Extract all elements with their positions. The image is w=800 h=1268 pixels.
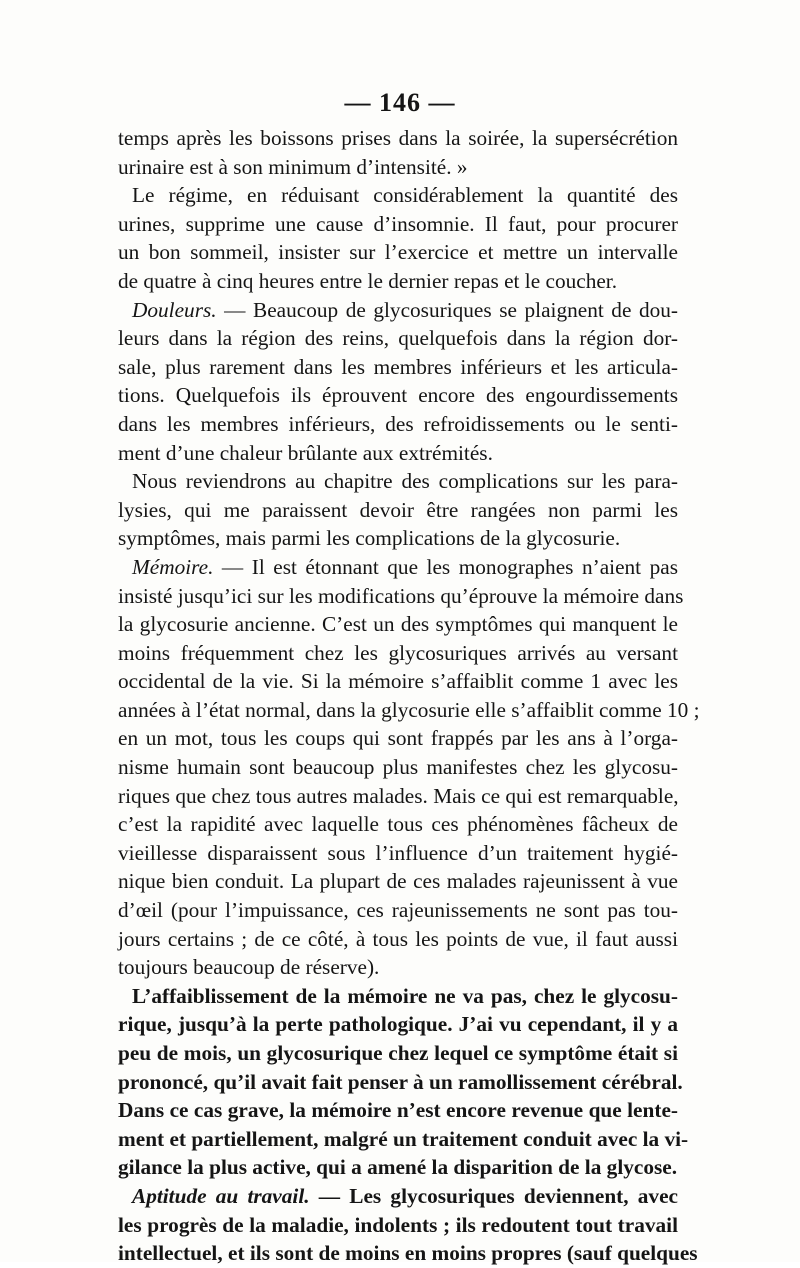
- line-text: ment d’une chaleur brûlante aux extrémités.: [118, 440, 493, 465]
- line-text: intellectuel, et ils sont de moins en moins propres (sauf quelques: [118, 1241, 698, 1266]
- text-line: [118, 238, 678, 267]
- line-text: les progrès de la maladie, indolents ; ils redoutent tout travail: [118, 1212, 678, 1237]
- text-line: [118, 753, 678, 782]
- line-text: leurs dans la région des reins, quelquefois dans la région dor-: [118, 326, 678, 351]
- text-line: [118, 1125, 689, 1154]
- line-text: Dans ce cas grave, la mémoire n’est encore revenue que lente-: [118, 1098, 678, 1123]
- text-line: [118, 353, 678, 382]
- text-line: [118, 381, 678, 410]
- text-line: [118, 410, 678, 439]
- line-text: gilance la plus active, qui a amené la disparition de la glycose.: [118, 1155, 678, 1180]
- line-text: L’affaiblissement de la mémoire ne va pas, chez le glycosu-: [132, 983, 678, 1008]
- text-line: [118, 1010, 678, 1039]
- line-text: — Beaucoup de glycosuriques se plaignent de dou-: [216, 297, 678, 322]
- text-line: [118, 810, 678, 839]
- text-line: [118, 667, 678, 696]
- text-line: [118, 867, 678, 896]
- text-line: [118, 982, 678, 1011]
- text-line: [118, 839, 678, 868]
- line-text: urinaire est à son minimum d’intensité. »: [118, 154, 468, 179]
- text-line: [118, 582, 684, 611]
- text-line: [118, 1211, 678, 1240]
- line-text: — Il est étonnant que les monographes n’aient pas: [213, 554, 678, 579]
- text-line: [118, 524, 678, 553]
- line-text: c’est la rapidité avec laquelle tous ces phénomènes fâcheux de: [118, 812, 678, 837]
- line-text: dans les membres inférieurs, des refroidissements ou le senti-: [118, 411, 678, 436]
- line-text: de quatre à cinq heures entre le dernier repas et le coucher.: [118, 268, 618, 293]
- line-text: temps après les boissons prises dans la soirée, la supersécrétion: [118, 126, 678, 150]
- line-text: en un mot, tous les coups qui sont frappés par les ans à l’orga-: [118, 726, 678, 751]
- text-line: [118, 1039, 678, 1068]
- section-heading: Aptitude au travail.: [132, 1183, 310, 1208]
- text-line: [118, 439, 678, 468]
- text-line: [118, 467, 678, 496]
- text-line: [118, 782, 678, 811]
- line-text: urines, supprime une cause d’insomnie. Il faut, pour procurer: [118, 211, 678, 236]
- text-line: [118, 610, 678, 639]
- section-heading: Douleurs.: [132, 297, 217, 322]
- line-text: d’œil (pour l’impuissance, ces rajeunissements ne sont pas tou-: [118, 898, 678, 923]
- line-text: peu de mois, un glycosurique chez lequel ce symptôme était si: [118, 1041, 678, 1065]
- text-line: [118, 1239, 698, 1268]
- line-text: sale, plus rarement dans les membres inférieurs et les articula-: [118, 354, 678, 379]
- section-heading: Mémoire.: [132, 554, 214, 579]
- line-text: insisté jusqu’ici sur les modifications qu’éprouve la mémoire dans: [118, 583, 684, 608]
- text-line: [118, 496, 678, 525]
- line-text: ment et partiellement, malgré un traitement conduit avec la vi-: [118, 1126, 689, 1151]
- line-text: la glycosurie ancienne. C’est un des symptômes qui manquent le: [118, 612, 678, 637]
- text-line: [118, 553, 678, 582]
- text-line: [118, 1153, 678, 1182]
- line-text: nisme humain sont beaucoup plus manifestes chez les glycosu-: [118, 755, 678, 780]
- text-line: [118, 267, 678, 296]
- line-text: riques que chez tous autres malades. Mais ce qui est remarquable,: [118, 783, 679, 808]
- text-line: [118, 1096, 678, 1125]
- line-text: rique, jusqu’à la perte pathologique. J’ai vu cependant, il y a: [118, 1012, 678, 1037]
- text-line: [118, 296, 678, 325]
- line-text: Nous reviendrons au chapitre des complications sur les para-: [132, 469, 678, 494]
- line-text: prononcé, qu’il avait fait penser à un ramollissement cérébral.: [118, 1069, 683, 1094]
- body-text: [118, 124, 700, 1268]
- text-line: [118, 639, 678, 668]
- line-text: tions. Quelquefois ils éprouvent encore des engourdissements: [118, 383, 678, 408]
- text-line: [118, 181, 678, 210]
- text-line: [118, 324, 678, 353]
- line-text: années à l’état normal, dans la glycosurie elle s’affaiblit comme 10 ;: [118, 697, 700, 722]
- text-line: [118, 124, 678, 153]
- line-text: un bon sommeil, insister sur l’exercice et mettre un intervalle: [118, 240, 678, 265]
- line-text: lysies, qui me paraissent devoir être rangées non parmi les: [118, 497, 678, 522]
- line-text: occidental de la vie. Si la mémoire s’affaiblit comme 1 avec les: [118, 669, 678, 694]
- text-line: [118, 896, 678, 925]
- page-number: — 146 —: [344, 88, 456, 117]
- text-line: [118, 724, 678, 753]
- line-text: toujours beaucoup de réserve).: [118, 955, 380, 980]
- text-line: [118, 925, 678, 954]
- line-text: vieillesse disparaissent sous l’influence d’un traitement hygié-: [118, 840, 678, 865]
- line-text: jours certains ; de ce côté, à tous les points de vue, il faut aussi: [118, 926, 678, 951]
- line-text: — Les glycosuriques deviennent, avec: [309, 1183, 678, 1208]
- line-text: symptômes, mais parmi les complications de la glycosurie.: [118, 526, 621, 551]
- text-line: [118, 696, 700, 725]
- text-line: [118, 953, 678, 982]
- text-line: [118, 210, 678, 239]
- line-text: moins fréquemment chez les glycosuriques arrivés au versant: [118, 640, 678, 665]
- text-line: [118, 1182, 678, 1211]
- text-line: [118, 153, 678, 182]
- line-text: nique bien conduit. La plupart de ces malades rajeunissent à vue: [118, 869, 678, 894]
- line-text: Le régime, en réduisant considérablement la quantité des: [132, 183, 678, 208]
- text-line: [118, 1068, 683, 1097]
